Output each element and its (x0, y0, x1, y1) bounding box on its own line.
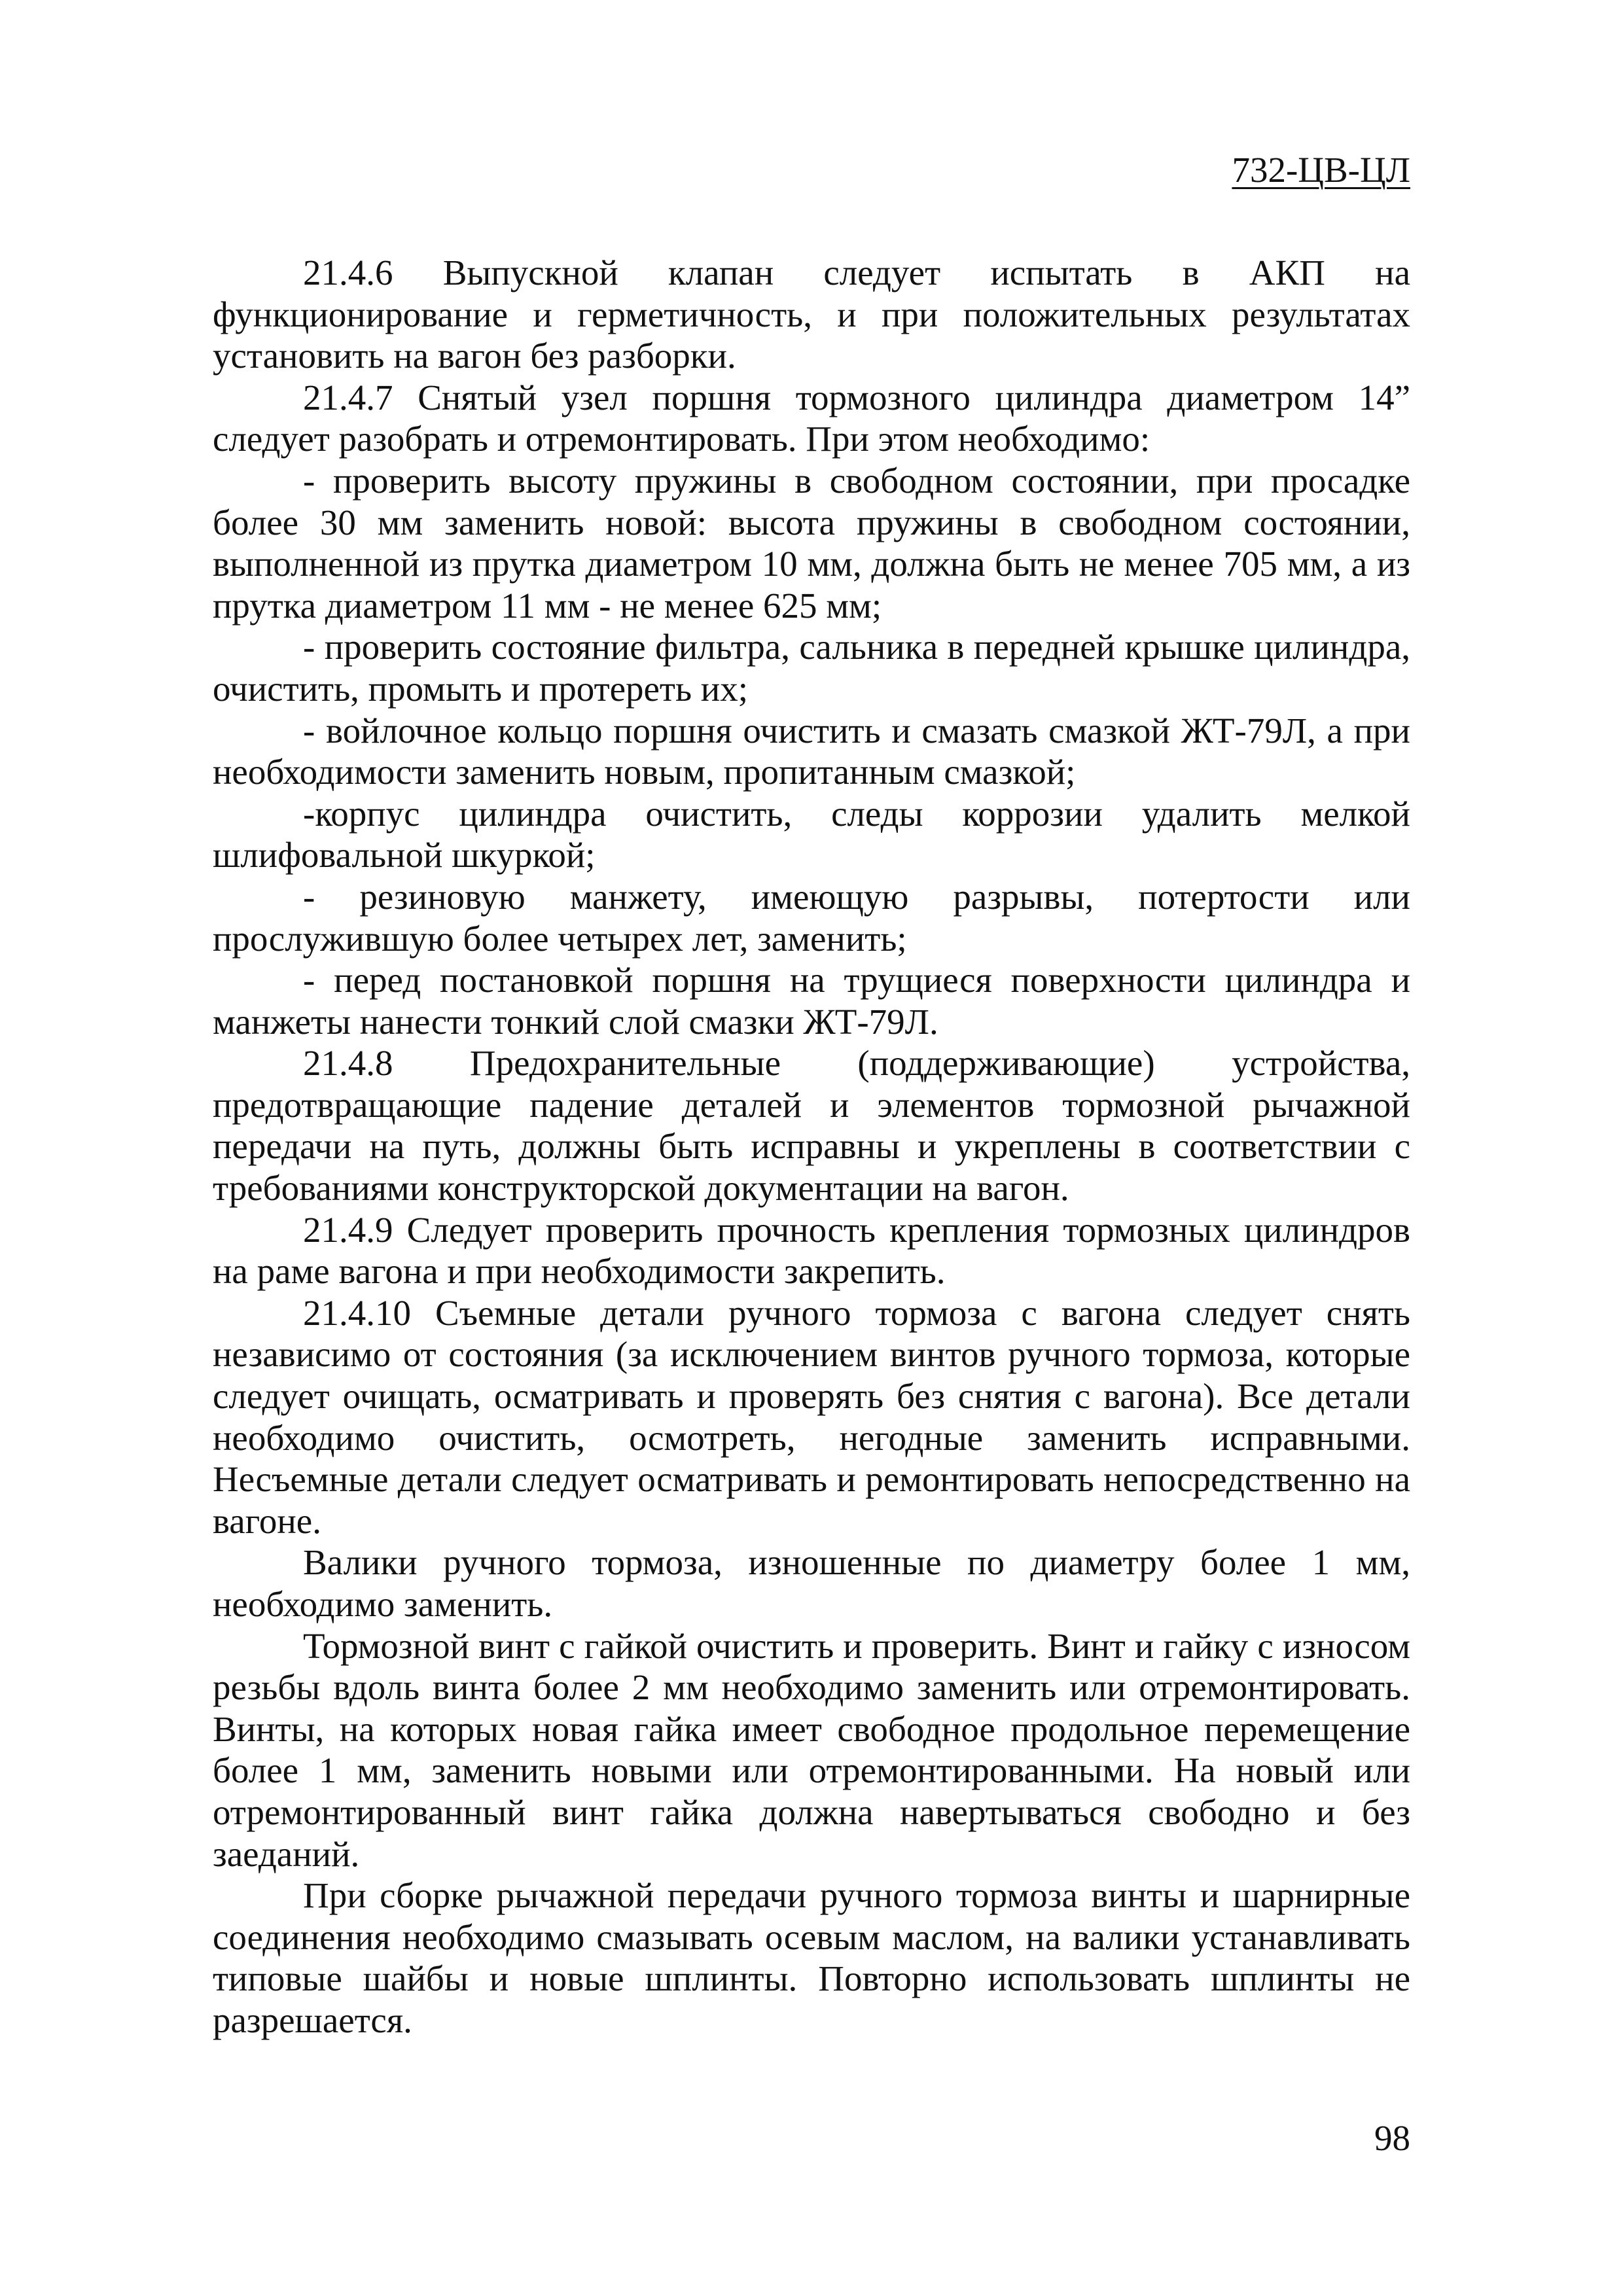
paragraph-21-4-7: 21.4.7 Снятый узел поршня тормозного цилиндра диаметром 14” следует разобрать и отремонтировать. При этом необходимо: (213, 377, 1410, 459)
list-item-cylinder-body: -корпус цилиндра очистить, следы коррозии удалить мелкой шлифовальной шкуркой; (213, 793, 1410, 875)
paragraph-21-4-8: 21.4.8 Предохранительные (поддерживающие) устройства, предотвращающие падение деталей и элементов тормозной рычажной передачи на путь, должны быть исправны и укреплены в соответствии с требованиями конструкторской документации на вагон. (213, 1043, 1410, 1209)
list-item-filter-check: - проверить состояние фильтра, сальника в передней крышке цилиндра, очистить, промыть и протереть их; (213, 627, 1410, 709)
list-item-felt-ring: - войлочное кольцо поршня очистить и смазать смазкой ЖТ-79Л, а при необходимости заменить новым, пропитанным смазкой; (213, 710, 1410, 792)
document-body (213, 252, 1410, 2041)
document-code: 732-ЦВ-ЦЛ (1232, 150, 1410, 190)
paragraph-21-4-10: 21.4.10 Съемные детали ручного тормоза с вагона следует снять независимо от состояния (за исключением винтов ручного тормоза, которые следует очищать, осматривать и проверять без снятия с вагона). Все детали необходимо очистить, осмотреть, негодные заменить исправными. Несъемные детали следует осматривать и ремонтировать непосредственно на вагоне. (213, 1292, 1410, 1541)
list-item-spring-height: - проверить высоту пружины в свободном состоянии, при просадке более 30 мм заменить новой: высота пружины в свободном состоянии, выполненной из прутка диаметром 10 мм, должна быть не менее 705 мм, а из прутка диаметром 11 мм - не менее 625 мм; (213, 460, 1410, 626)
list-item-rubber-cuff: - резиновую манжету, имеющую разрывы, потертости или прослужившую более четырех лет, заменить; (213, 876, 1410, 959)
paragraph-21-4-6: 21.4.6 Выпускной клапан следует испытать в АКП на функционирование и герметичность, и при положительных результатах установить на вагон без разборки. (213, 253, 1410, 376)
page-number: 98 (1374, 2118, 1410, 2158)
paragraph-hand-brake-rollers: Валики ручного тормоза, изношенные по диаметру более 1 мм, необходимо заменить. (213, 1542, 1410, 1624)
list-item-lubrication: - перед постановкой поршня на трущиеся поверхности цилиндра и манжеты нанести тонкий слой смазки ЖТ-79Л. (213, 960, 1410, 1042)
paragraph-brake-screw: Тормозной винт с гайкой очистить и проверить. Винт и гайку с износом резьбы вдоль винта более 2 мм необходимо заменить или отремонтировать. Винты, на которых новая гайка имеет свободное продольное перемещение более 1 мм, заменить новыми или отремонтированными. На новый или отремонтированный винт гайка должна навертываться свободно и без заеданий. (213, 1625, 1410, 1874)
paragraph-assembly: При сборке рычажной передачи ручного тормоза винты и шарнирные соединения необходимо смазывать осевым маслом, на валики устанавливать типовые шайбы и новые шплинты. Повторно использовать шплинты не разрешается. (213, 1875, 1410, 2040)
paragraph-21-4-9: 21.4.9 Следует проверить прочность крепления тормозных цилиндров на раме вагона и при необходимости закрепить. (213, 1209, 1410, 1292)
